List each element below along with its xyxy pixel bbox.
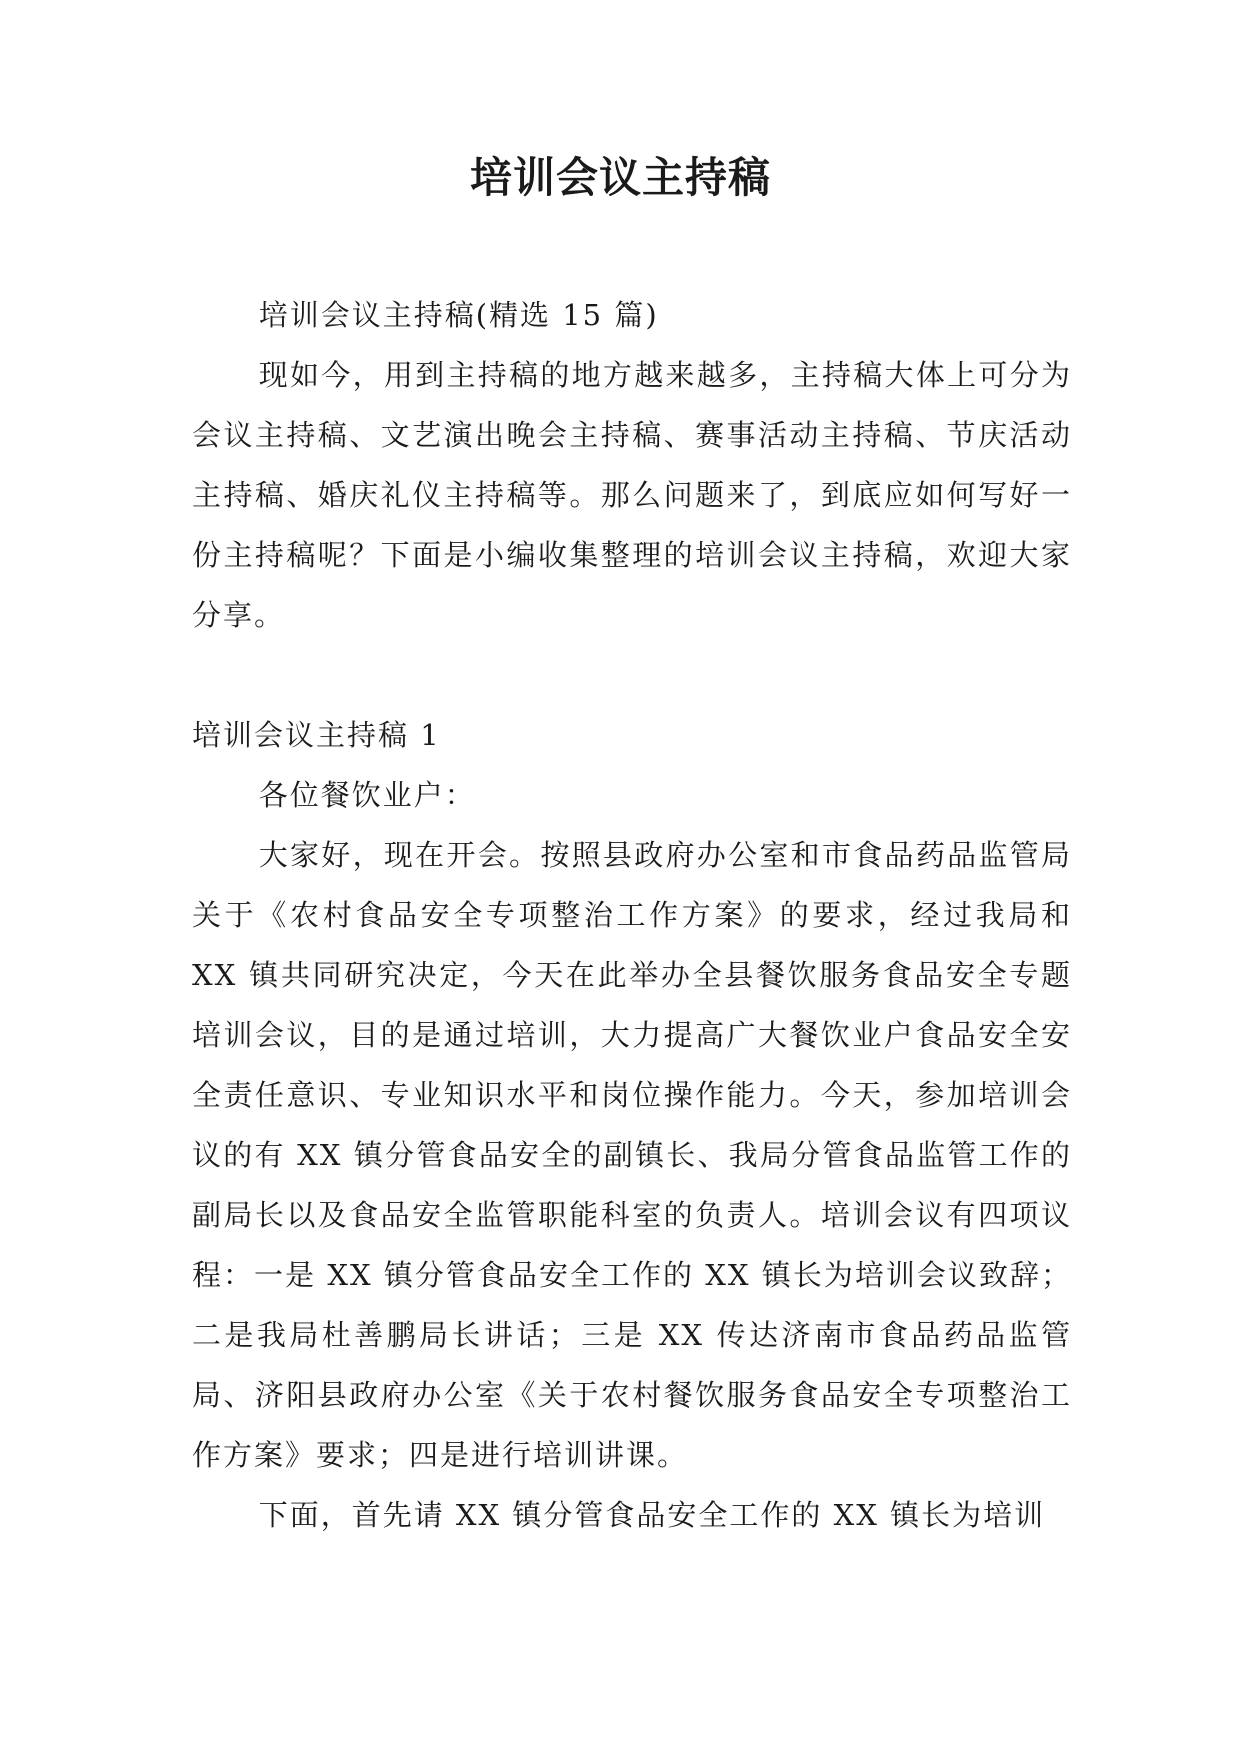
section-heading: 培训会议主持稿 1 <box>192 718 441 752</box>
document-title: 培训会议主持稿 <box>469 153 771 202</box>
intro-paragraph: 现如今，用到主持稿的地方越来越多，主持稿大体上可分为会议主持稿、文艺演出晚会主持稿、赛事活动主持稿、节庆活动主持稿、婚庆礼仪主持稿等。那么问题来了，到底应如何写好一份主持稿呢？下面是小编收集整理的培训会议主持稿，欢迎大家分享。 <box>192 358 1072 632</box>
document-subtitle: 培训会议主持稿(精选 15 篇) <box>258 298 659 332</box>
document-body <box>192 285 1072 1545</box>
body-paragraph: 大家好，现在开会。按照县政府办公室和市食品药品监管局关于《农村食品安全专项整治工作方案》的要求，经过我局和 XX 镇共同研究决定，今天在此举办全县餐饮服务食品安全专题培训会议，目的是通过培训，大力提高广大餐饮业户食品安全安全责任意识、专业知识水平和岗位操作能力。今天，参加培训会议的有 XX 镇分管食品安全的副镇长、我局分管食品监管工作的副局长以及食品安全监管职能科室的负责人。培训会议有四项议程：一是 XX 镇分管食品安全工作的 XX 镇长为培训会议致辞；二是我局杜善鹏局长讲话；三是 XX 传达济南市食品药品监管局、济阳县政府办公室《关于农村餐饮服务食品安全专项整治工作方案》要求；四是进行培训讲课。 <box>192 838 1072 1472</box>
body-paragraph: 下面，首先请 XX 镇分管食品安全工作的 XX 镇长为培训 <box>258 1498 1046 1532</box>
greeting-paragraph: 各位餐饮业户： <box>258 778 476 812</box>
